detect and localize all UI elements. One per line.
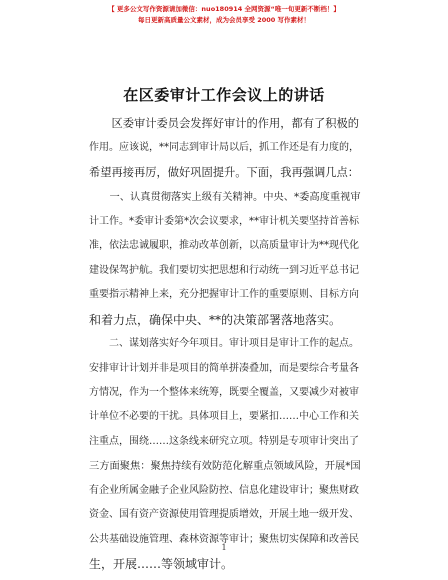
body-line: 建设保驾护航。我们要切实把思想和行动统一到习近平总书记 [89,264,359,276]
promo-banner-line-1: 【 更多公文写作资源请加微信：nuo180914 全网资源“唯一旬更新不断档！】 [108,5,340,13]
page-number: 1 [221,543,227,552]
body-line: 资金、国有资产资源使用管理提质增效，开展土地一级开发、 [89,509,359,521]
body-line: 生，开展……等领域审计。 [89,557,234,572]
body-line: 方情况，作为一个整体来统筹，既要全覆盖，又要减少对被审 [89,386,359,398]
body-line: 准，依法忠诚履职，推动改革创新，以高质量审计为**现代化 [89,240,359,252]
document-title: 在区委审计工作会议上的讲话 [123,86,325,104]
body-line: 二、谋划落实好今年项目。审计项目是审计工作的起点。 [109,338,359,350]
body-line: 三方面聚焦：聚焦持续有效防范化解重点领域风险，开展*国 [89,460,361,473]
promo-banner [0,4,448,26]
body-line: 公共基础设施管理、森林资源等审计；聚焦切实保障和改善民 [89,533,359,545]
body-line: 计工作。*委审计委第*次会议要求，**审计机关要坚持首善标 [89,215,359,227]
body-line: 作用。应该说，**同志到审计局以后，抓工作还是有力度的， [89,142,359,154]
body-line: 希望再接再厉，做好巩固提升。下面，我再强调几点： [89,165,360,179]
body-line: 重要指示精神上来，充分把握审计工作的重要原则、目标方向 [89,289,359,301]
body-line: 区委审计委员会发挥好审计的作用，都有了积极的 [111,117,360,130]
body-line: 一、认真贯彻落实上级有关精神。中央、*委高度重视审 [109,191,361,204]
body-line: 安排审计计划并非是项目的简单拼凑叠加，而是要综合考量各 [89,362,359,374]
document-body [89,112,361,577]
body-line: 计单位不必要的干扰。具体项目上，要紧扣……中心工作和关 [89,411,359,423]
body-line: 有企业所属金融子企业风险防控、信息化建设审计；聚焦财政 [89,484,359,496]
body-line: 注重点，围绕……这条线来研究立项。特别是专项审计突出了 [89,435,359,447]
promo-banner-line-2: 每日更新高质量公文素材，成为会员享受 2000 写作素材！ [137,16,311,24]
body-line: 和着力点，确保中央、**的决策部署落地落实。 [89,312,342,327]
